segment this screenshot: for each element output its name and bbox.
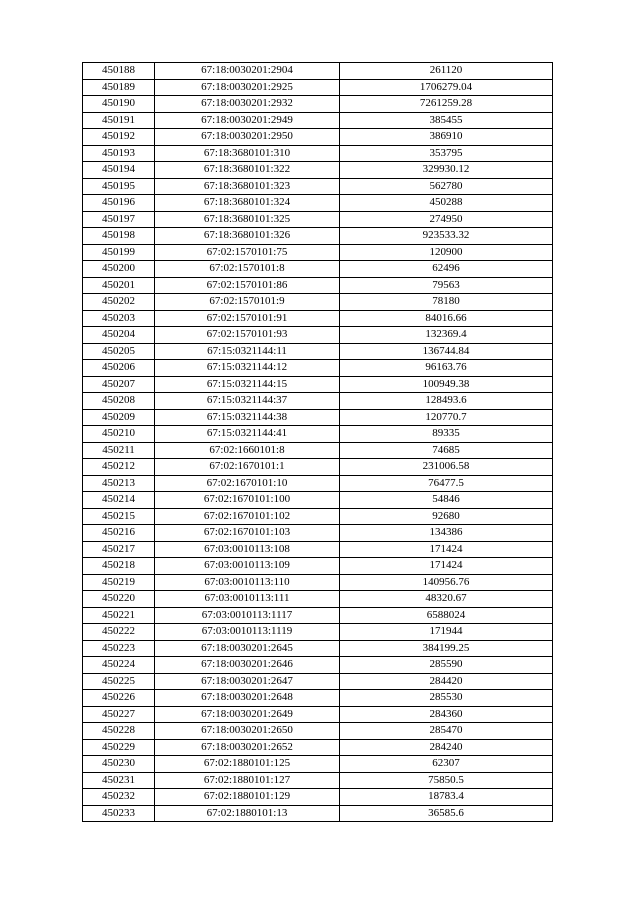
row-number-cell: 450228 [83,723,155,740]
cadastral-number-cell: 67:03:0010113:108 [155,541,340,558]
table-row [83,129,553,146]
row-number-cell: 450199 [83,244,155,261]
cadastral-number-cell: 67:02:1570101:9 [155,294,340,311]
value-cell: 120770.7 [340,409,553,426]
table-row [83,63,553,80]
row-number-cell: 450201 [83,277,155,294]
cadastral-number-cell: 67:03:0010113:109 [155,558,340,575]
table-row [83,442,553,459]
row-number-cell: 450217 [83,541,155,558]
row-number-cell: 450210 [83,426,155,443]
cadastral-number-cell: 67:02:1880101:13 [155,805,340,822]
value-cell: 285470 [340,723,553,740]
value-cell: 54846 [340,492,553,509]
row-number-cell: 450230 [83,756,155,773]
value-cell: 140956.76 [340,574,553,591]
row-number-cell: 450205 [83,343,155,360]
cadastral-number-cell: 67:18:0030201:2904 [155,63,340,80]
value-cell: 75850.5 [340,772,553,789]
value-cell: 562780 [340,178,553,195]
value-cell: 100949.38 [340,376,553,393]
table-row [83,277,553,294]
cadastral-number-cell: 67:15:0321144:11 [155,343,340,360]
cadastral-number-cell: 67:02:1570101:91 [155,310,340,327]
row-number-cell: 450232 [83,789,155,806]
value-cell: 231006.58 [340,459,553,476]
row-number-cell: 450216 [83,525,155,542]
row-number-cell: 450231 [83,772,155,789]
value-cell: 62307 [340,756,553,773]
table-row [83,360,553,377]
table-row [83,624,553,641]
row-number-cell: 450218 [83,558,155,575]
row-number-cell: 450233 [83,805,155,822]
cadastral-number-cell: 67:02:1880101:129 [155,789,340,806]
cadastral-number-cell: 67:18:3680101:324 [155,195,340,212]
value-cell: 923533.32 [340,228,553,245]
row-number-cell: 450203 [83,310,155,327]
row-number-cell: 450197 [83,211,155,228]
value-cell: 284420 [340,673,553,690]
cadastral-number-cell: 67:02:1570101:86 [155,277,340,294]
cadastral-number-cell: 67:18:0030201:2652 [155,739,340,756]
row-number-cell: 450229 [83,739,155,756]
table-row [83,772,553,789]
table-row [83,805,553,822]
cadastral-number-cell: 67:03:0010113:110 [155,574,340,591]
row-number-cell: 450194 [83,162,155,179]
table-row [83,673,553,690]
row-number-cell: 450200 [83,261,155,278]
table-row [83,475,553,492]
value-cell: 450288 [340,195,553,212]
table-row [83,591,553,608]
value-cell: 128493.6 [340,393,553,410]
table-row [83,739,553,756]
table-row [83,756,553,773]
row-number-cell: 450189 [83,79,155,96]
row-number-cell: 450188 [83,63,155,80]
table-row [83,112,553,129]
value-cell: 329930.12 [340,162,553,179]
table-row [83,178,553,195]
value-cell: 1706279.04 [340,79,553,96]
row-number-cell: 450226 [83,690,155,707]
value-cell: 171944 [340,624,553,641]
row-number-cell: 450215 [83,508,155,525]
cadastral-number-cell: 67:03:0010113:1117 [155,607,340,624]
value-cell: 6588024 [340,607,553,624]
cadastral-number-cell: 67:18:0030201:2932 [155,96,340,113]
value-cell: 132369.4 [340,327,553,344]
table-row [83,723,553,740]
cadastral-number-cell: 67:15:0321144:38 [155,409,340,426]
table-row [83,492,553,509]
table-row [83,393,553,410]
table-row [83,145,553,162]
row-number-cell: 450209 [83,409,155,426]
table-row [83,607,553,624]
value-cell: 285590 [340,657,553,674]
cadastral-number-cell: 67:15:0321144:41 [155,426,340,443]
row-number-cell: 450208 [83,393,155,410]
table-row [83,541,553,558]
table-row [83,261,553,278]
cadastral-number-cell: 67:18:0030201:2949 [155,112,340,129]
cadastral-number-cell: 67:02:1570101:93 [155,327,340,344]
table-row [83,79,553,96]
data-table [82,62,553,822]
table-row [83,789,553,806]
table-row [83,195,553,212]
cadastral-number-cell: 67:18:3680101:310 [155,145,340,162]
row-number-cell: 450207 [83,376,155,393]
table-row [83,211,553,228]
value-cell: 62496 [340,261,553,278]
table-row [83,228,553,245]
value-cell: 284360 [340,706,553,723]
row-number-cell: 450191 [83,112,155,129]
value-cell: 36585.6 [340,805,553,822]
value-cell: 78180 [340,294,553,311]
table-row [83,310,553,327]
row-number-cell: 450219 [83,574,155,591]
cadastral-number-cell: 67:18:0030201:2645 [155,640,340,657]
table-row [83,96,553,113]
row-number-cell: 450213 [83,475,155,492]
cadastral-number-cell: 67:02:1880101:125 [155,756,340,773]
table-row [83,657,553,674]
cadastral-number-cell: 67:02:1570101:75 [155,244,340,261]
cadastral-number-cell: 67:02:1880101:127 [155,772,340,789]
row-number-cell: 450192 [83,129,155,146]
row-number-cell: 450224 [83,657,155,674]
cadastral-number-cell: 67:18:0030201:2950 [155,129,340,146]
cadastral-number-cell: 67:15:0321144:12 [155,360,340,377]
table-row [83,376,553,393]
cadastral-number-cell: 67:02:1660101:8 [155,442,340,459]
row-number-cell: 450193 [83,145,155,162]
row-number-cell: 450204 [83,327,155,344]
value-cell: 261120 [340,63,553,80]
table-row [83,640,553,657]
value-cell: 89335 [340,426,553,443]
cadastral-number-cell: 67:18:0030201:2648 [155,690,340,707]
table-row [83,459,553,476]
cadastral-number-cell: 67:18:3680101:326 [155,228,340,245]
value-cell: 284240 [340,739,553,756]
value-cell: 136744.84 [340,343,553,360]
cadastral-number-cell: 67:18:0030201:2649 [155,706,340,723]
row-number-cell: 450211 [83,442,155,459]
value-cell: 48320.67 [340,591,553,608]
value-cell: 134386 [340,525,553,542]
value-cell: 92680 [340,508,553,525]
row-number-cell: 450190 [83,96,155,113]
table-row [83,558,553,575]
value-cell: 18783.4 [340,789,553,806]
row-number-cell: 450195 [83,178,155,195]
table-row [83,508,553,525]
value-cell: 353795 [340,145,553,162]
cadastral-number-cell: 67:15:0321144:37 [155,393,340,410]
row-number-cell: 450225 [83,673,155,690]
value-cell: 171424 [340,558,553,575]
table-row [83,525,553,542]
cadastral-number-cell: 67:03:0010113:111 [155,591,340,608]
cadastral-number-cell: 67:02:1670101:102 [155,508,340,525]
cadastral-number-cell: 67:18:0030201:2646 [155,657,340,674]
row-number-cell: 450198 [83,228,155,245]
cadastral-number-cell: 67:02:1570101:8 [155,261,340,278]
value-cell: 171424 [340,541,553,558]
cadastral-number-cell: 67:02:1670101:100 [155,492,340,509]
table-row [83,426,553,443]
value-cell: 84016.66 [340,310,553,327]
table-row [83,162,553,179]
value-cell: 386910 [340,129,553,146]
cadastral-number-cell: 67:02:1670101:1 [155,459,340,476]
row-number-cell: 450212 [83,459,155,476]
value-cell: 384199.25 [340,640,553,657]
table-row [83,343,553,360]
table-row [83,294,553,311]
cadastral-number-cell: 67:18:3680101:323 [155,178,340,195]
cadastral-number-cell: 67:02:1670101:103 [155,525,340,542]
value-cell: 79563 [340,277,553,294]
cadastral-number-cell: 67:18:0030201:2647 [155,673,340,690]
row-number-cell: 450221 [83,607,155,624]
cadastral-number-cell: 67:18:0030201:2650 [155,723,340,740]
table-row [83,244,553,261]
row-number-cell: 450196 [83,195,155,212]
row-number-cell: 450223 [83,640,155,657]
cadastral-number-cell: 67:18:0030201:2925 [155,79,340,96]
value-cell: 76477.5 [340,475,553,492]
row-number-cell: 450227 [83,706,155,723]
table-row [83,574,553,591]
value-cell: 274950 [340,211,553,228]
row-number-cell: 450222 [83,624,155,641]
table-body [83,63,553,822]
value-cell: 96163.76 [340,360,553,377]
row-number-cell: 450202 [83,294,155,311]
table-row [83,690,553,707]
cadastral-number-cell: 67:02:1670101:10 [155,475,340,492]
cadastral-number-cell: 67:18:3680101:325 [155,211,340,228]
table-row [83,706,553,723]
cadastral-number-cell: 67:03:0010113:1119 [155,624,340,641]
value-cell: 385455 [340,112,553,129]
table-row [83,409,553,426]
value-cell: 120900 [340,244,553,261]
value-cell: 74685 [340,442,553,459]
cadastral-number-cell: 67:18:3680101:322 [155,162,340,179]
table-row [83,327,553,344]
row-number-cell: 450206 [83,360,155,377]
value-cell: 285530 [340,690,553,707]
row-number-cell: 450220 [83,591,155,608]
value-cell: 7261259.28 [340,96,553,113]
row-number-cell: 450214 [83,492,155,509]
cadastral-number-cell: 67:15:0321144:15 [155,376,340,393]
